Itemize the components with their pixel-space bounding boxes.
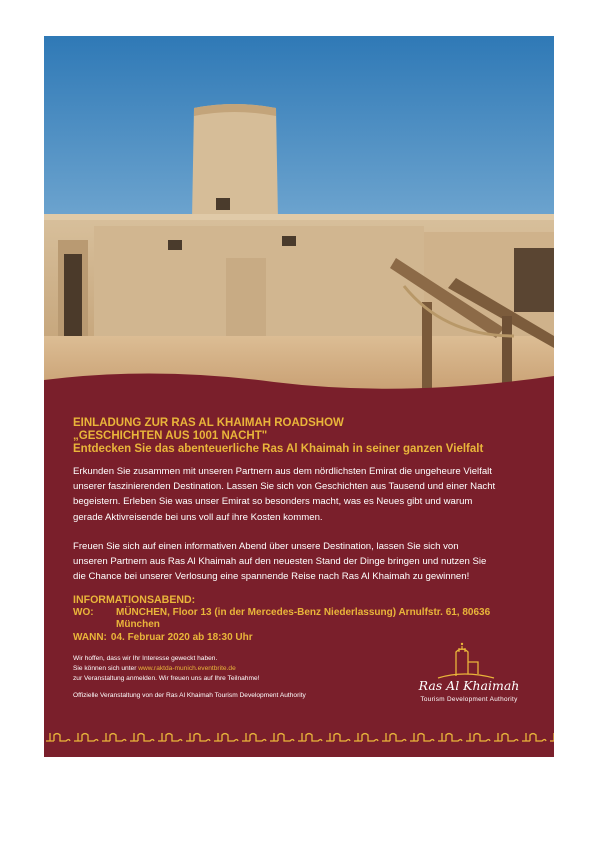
when-value: 04. Februar 2020 ab 18:30 Uhr xyxy=(110,631,253,643)
paragraph-line: begeistern. Erleben Sie was unser Emirat so besonders macht, was es Neues gibt und warum xyxy=(73,496,473,508)
where-label: WO: xyxy=(73,606,94,618)
info-where-row-2 xyxy=(73,619,543,632)
invitation-subtitle: „GESCHICHTEN AUS 1001 NACHT" xyxy=(73,430,268,442)
decorative-border xyxy=(44,730,554,744)
paragraph-line: unseren Partnern aus Ras Al Khaimah auf den neuesten Stand der Dinge bringen und nutzen Sie xyxy=(73,556,487,568)
paragraph-line: Freuen Sie sich auf einen informativen Abend über unsere Destination, lassen Sie sich von xyxy=(73,540,459,552)
registration-link[interactable]: www.raktda-munich.eventbrite.de xyxy=(138,665,236,673)
invitation-page xyxy=(44,36,554,757)
when-label: WANN: xyxy=(73,631,107,643)
note-line: zur Veranstaltung anmelden. Wir freuen uns auf Ihre Teilnahme! xyxy=(73,674,260,682)
where-value: MÜNCHEN, Floor 13 (in der Mercedes-Benz Niederlassung) Arnulfstr. 61, 80636 xyxy=(116,606,491,618)
event-info xyxy=(73,594,543,644)
where-value-city: München xyxy=(116,619,160,631)
invitation-tagline: Entdecken Sie das abenteuerliche Ras Al Khaimah in seiner ganzen Vielfalt xyxy=(73,443,484,455)
paragraph-line: die Chance bei unserer Verlosung eine spannende Reise nach Ras Al Khaimah zu gewinnen! xyxy=(73,571,470,583)
logo-wordmark: Ras Al Khaimah xyxy=(418,678,520,693)
ras-al-khaimah-logo xyxy=(404,640,534,710)
official-event-note: Offizielle Veranstaltung von der Ras Al Khaimah Tourism Development Authority xyxy=(73,692,306,700)
fort-photo xyxy=(44,36,554,394)
intro-paragraph-1 xyxy=(73,464,543,525)
spacer xyxy=(73,619,116,632)
note-prefix: Sie können sich unter xyxy=(73,665,139,673)
info-where-row xyxy=(73,607,543,620)
logo-tagline: Tourism Development Authority xyxy=(420,696,518,703)
paragraph-line: unserer faszinierenden Destination. Lassen Sie sich von Geschichten aus Tausend und einer Nacht xyxy=(73,481,496,493)
info-heading: INFORMATIONSABEND: xyxy=(73,594,196,607)
note-line: Wir hoffen, dass wir Ihr Interesse geweckt haben. xyxy=(73,655,218,663)
paragraph-line: Erkunden Sie zusammen mit unseren Partnern aus dem nördlichsten Emirat die ungeheure Vielfalt xyxy=(73,466,492,477)
intro-paragraph-2 xyxy=(73,539,543,585)
paragraph-line: gerade Aktivreisende bei uns voll auf ihre Kosten kommen. xyxy=(73,511,323,523)
invitation-title: EINLADUNG ZUR RAS AL KHAIMAH ROADSHOW xyxy=(73,417,344,429)
